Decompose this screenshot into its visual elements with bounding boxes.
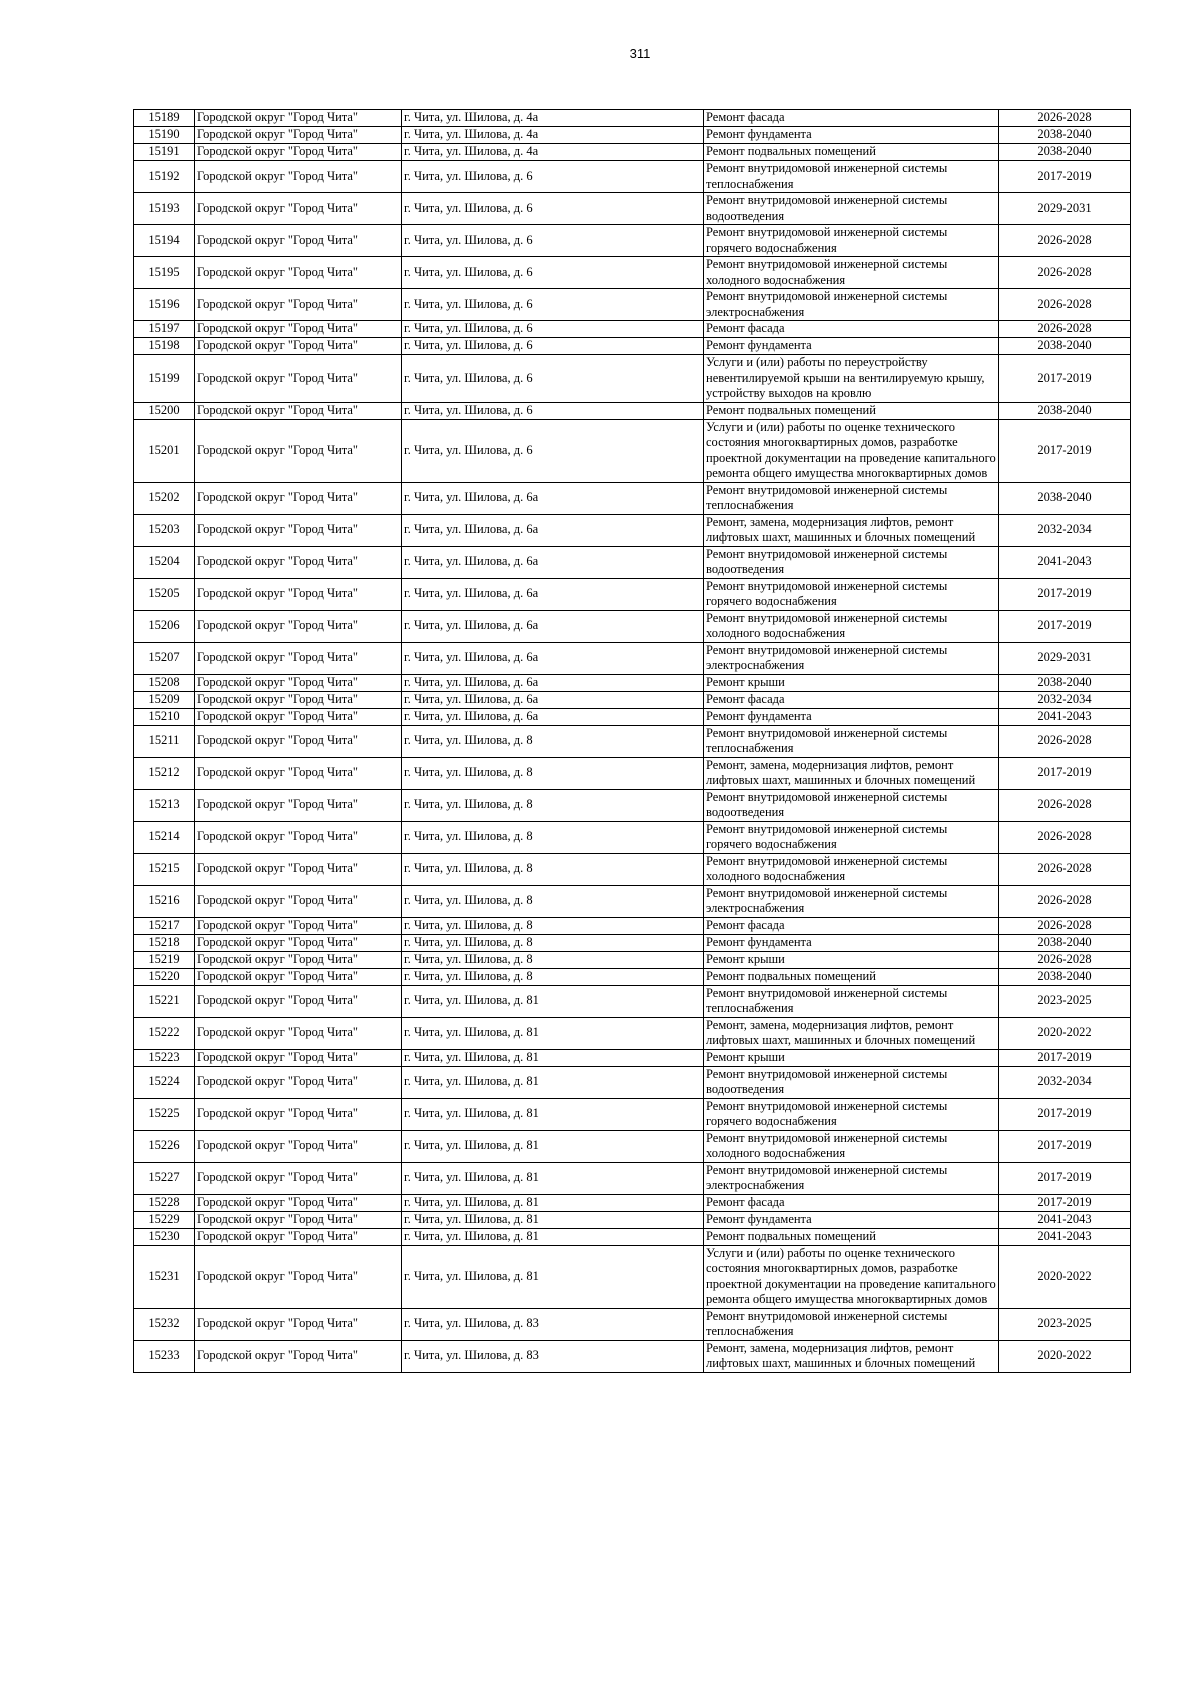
table-row bbox=[134, 610, 1131, 642]
work-type-cell: Ремонт внутридомовой инженерной системы теплоснабжения bbox=[704, 985, 999, 1017]
table-row bbox=[134, 691, 1131, 708]
work-type-cell: Ремонт, замена, модернизация лифтов, ремонт лифтовых шахт, машинных и блочных помещений bbox=[704, 1340, 999, 1372]
period-cell: 2038-2040 bbox=[999, 934, 1131, 951]
row-number-cell: 15226 bbox=[134, 1130, 195, 1162]
municipality-cell: Городской округ "Город Чита" bbox=[195, 1098, 402, 1130]
period-cell: 2041-2043 bbox=[999, 1211, 1131, 1228]
work-type-cell: Ремонт внутридомовой инженерной системы теплоснабжения bbox=[704, 1308, 999, 1340]
period-cell: 2026-2028 bbox=[999, 885, 1131, 917]
period-cell: 2017-2019 bbox=[999, 1049, 1131, 1066]
period-cell: 2026-2028 bbox=[999, 321, 1131, 338]
address-cell: г. Чита, ул. Шилова, д. 8 bbox=[402, 789, 704, 821]
municipality-cell: Городской округ "Город Чита" bbox=[195, 853, 402, 885]
address-cell: г. Чита, ул. Шилова, д. 81 bbox=[402, 985, 704, 1017]
address-cell: г. Чита, ул. Шилова, д. 6а bbox=[402, 642, 704, 674]
row-number-cell: 15219 bbox=[134, 951, 195, 968]
row-number-cell: 15218 bbox=[134, 934, 195, 951]
period-cell: 2026-2028 bbox=[999, 110, 1131, 127]
address-cell: г. Чита, ул. Шилова, д. 4а bbox=[402, 144, 704, 161]
table-row bbox=[134, 546, 1131, 578]
row-number-cell: 15193 bbox=[134, 193, 195, 225]
work-type-cell: Ремонт внутридомовой инженерной системы электроснабжения bbox=[704, 642, 999, 674]
work-type-cell: Ремонт внутридомовой инженерной системы горячего водоснабжения bbox=[704, 578, 999, 610]
row-number-cell: 15209 bbox=[134, 691, 195, 708]
work-type-cell: Ремонт внутридомовой инженерной системы электроснабжения bbox=[704, 885, 999, 917]
table-row bbox=[134, 1194, 1131, 1211]
address-cell: г. Чита, ул. Шилова, д. 81 bbox=[402, 1228, 704, 1245]
work-type-cell: Ремонт фасада bbox=[704, 321, 999, 338]
table-row bbox=[134, 482, 1131, 514]
row-number-cell: 15215 bbox=[134, 853, 195, 885]
municipality-cell: Городской округ "Город Чита" bbox=[195, 338, 402, 355]
address-cell: г. Чита, ул. Шилова, д. 81 bbox=[402, 1017, 704, 1049]
work-type-cell: Ремонт внутридомовой инженерной системы теплоснабжения bbox=[704, 725, 999, 757]
address-cell: г. Чита, ул. Шилова, д. 8 bbox=[402, 885, 704, 917]
work-type-cell: Ремонт внутридомовой инженерной системы электроснабжения bbox=[704, 289, 999, 321]
period-cell: 2026-2028 bbox=[999, 821, 1131, 853]
period-cell: 2041-2043 bbox=[999, 1228, 1131, 1245]
row-number-cell: 15206 bbox=[134, 610, 195, 642]
row-number-cell: 15210 bbox=[134, 708, 195, 725]
address-cell: г. Чита, ул. Шилова, д. 6 bbox=[402, 161, 704, 193]
address-cell: г. Чита, ул. Шилова, д. 4а bbox=[402, 127, 704, 144]
row-number-cell: 15203 bbox=[134, 514, 195, 546]
period-cell: 2032-2034 bbox=[999, 514, 1131, 546]
municipality-cell: Городской округ "Город Чита" bbox=[195, 885, 402, 917]
work-type-cell: Услуги и (или) работы по оценке технического состояния многоквартирных домов, разработке проектной документации на проведение капитального ремонта общего имущества многоквартирных домов bbox=[704, 1245, 999, 1308]
period-cell: 2038-2040 bbox=[999, 127, 1131, 144]
municipality-cell: Городской округ "Город Чита" bbox=[195, 127, 402, 144]
address-cell: г. Чита, ул. Шилова, д. 6 bbox=[402, 355, 704, 403]
address-cell: г. Чита, ул. Шилова, д. 6 bbox=[402, 289, 704, 321]
capital-repair-table bbox=[133, 109, 1131, 1373]
table-row bbox=[134, 642, 1131, 674]
municipality-cell: Городской округ "Город Чита" bbox=[195, 951, 402, 968]
period-cell: 2017-2019 bbox=[999, 355, 1131, 403]
period-cell: 2017-2019 bbox=[999, 578, 1131, 610]
address-cell: г. Чита, ул. Шилова, д. 81 bbox=[402, 1245, 704, 1308]
period-cell: 2020-2022 bbox=[999, 1245, 1131, 1308]
work-type-cell: Ремонт внутридомовой инженерной системы горячего водоснабжения bbox=[704, 821, 999, 853]
period-cell: 2026-2028 bbox=[999, 917, 1131, 934]
work-type-cell: Ремонт внутридомовой инженерной системы водоотведения bbox=[704, 193, 999, 225]
table-row bbox=[134, 1162, 1131, 1194]
period-cell: 2026-2028 bbox=[999, 789, 1131, 821]
work-type-cell: Ремонт фасада bbox=[704, 917, 999, 934]
work-type-cell: Ремонт фасада bbox=[704, 691, 999, 708]
municipality-cell: Городской округ "Город Чита" bbox=[195, 1245, 402, 1308]
address-cell: г. Чита, ул. Шилова, д. 81 bbox=[402, 1130, 704, 1162]
work-type-cell: Ремонт внутридомовой инженерной системы теплоснабжения bbox=[704, 482, 999, 514]
municipality-cell: Городской округ "Город Чита" bbox=[195, 610, 402, 642]
table-row bbox=[134, 1211, 1131, 1228]
municipality-cell: Городской округ "Город Чита" bbox=[195, 225, 402, 257]
table-row bbox=[134, 225, 1131, 257]
row-number-cell: 15223 bbox=[134, 1049, 195, 1066]
address-cell: г. Чита, ул. Шилова, д. 6 bbox=[402, 257, 704, 289]
municipality-cell: Городской округ "Город Чита" bbox=[195, 546, 402, 578]
row-number-cell: 15224 bbox=[134, 1066, 195, 1098]
address-cell: г. Чита, ул. Шилова, д. 8 bbox=[402, 853, 704, 885]
period-cell: 2038-2040 bbox=[999, 674, 1131, 691]
row-number-cell: 15200 bbox=[134, 402, 195, 419]
address-cell: г. Чита, ул. Шилова, д. 6а bbox=[402, 674, 704, 691]
period-cell: 2017-2019 bbox=[999, 1130, 1131, 1162]
page-number: 311 bbox=[629, 46, 651, 61]
row-number-cell: 15222 bbox=[134, 1017, 195, 1049]
municipality-cell: Городской округ "Город Чита" bbox=[195, 1308, 402, 1340]
address-cell: г. Чита, ул. Шилова, д. 6 bbox=[402, 419, 704, 482]
row-number-cell: 15221 bbox=[134, 985, 195, 1017]
table-row bbox=[134, 402, 1131, 419]
work-type-cell: Услуги и (или) работы по оценке технического состояния многоквартирных домов, разработке проектной документации на проведение капитального ремонта общего имущества многоквартирных домов bbox=[704, 419, 999, 482]
address-cell: г. Чита, ул. Шилова, д. 6а bbox=[402, 708, 704, 725]
work-type-cell: Ремонт крыши bbox=[704, 951, 999, 968]
period-cell: 2017-2019 bbox=[999, 610, 1131, 642]
work-type-cell: Ремонт фундамента bbox=[704, 127, 999, 144]
address-cell: г. Чита, ул. Шилова, д. 6 bbox=[402, 338, 704, 355]
row-number-cell: 15214 bbox=[134, 821, 195, 853]
work-type-cell: Ремонт подвальных помещений bbox=[704, 402, 999, 419]
municipality-cell: Городской округ "Город Чита" bbox=[195, 1017, 402, 1049]
municipality-cell: Городской округ "Город Чита" bbox=[195, 144, 402, 161]
address-cell: г. Чита, ул. Шилова, д. 6а bbox=[402, 610, 704, 642]
row-number-cell: 15190 bbox=[134, 127, 195, 144]
address-cell: г. Чита, ул. Шилова, д. 4а bbox=[402, 110, 704, 127]
address-cell: г. Чита, ул. Шилова, д. 81 bbox=[402, 1098, 704, 1130]
municipality-cell: Городской округ "Город Чита" bbox=[195, 402, 402, 419]
municipality-cell: Городской округ "Город Чита" bbox=[195, 1340, 402, 1372]
address-cell: г. Чита, ул. Шилова, д. 8 bbox=[402, 968, 704, 985]
period-cell: 2029-2031 bbox=[999, 193, 1131, 225]
address-cell: г. Чита, ул. Шилова, д. 6а bbox=[402, 546, 704, 578]
table-body bbox=[134, 110, 1131, 1373]
municipality-cell: Городской округ "Город Чита" bbox=[195, 419, 402, 482]
table-row bbox=[134, 1049, 1131, 1066]
address-cell: г. Чита, ул. Шилова, д. 8 bbox=[402, 951, 704, 968]
municipality-cell: Городской округ "Город Чита" bbox=[195, 1194, 402, 1211]
table-row bbox=[134, 853, 1131, 885]
period-cell: 2041-2043 bbox=[999, 708, 1131, 725]
municipality-cell: Городской округ "Город Чита" bbox=[195, 757, 402, 789]
municipality-cell: Городской округ "Город Чита" bbox=[195, 789, 402, 821]
work-type-cell: Ремонт внутридомовой инженерной системы холодного водоснабжения bbox=[704, 853, 999, 885]
address-cell: г. Чита, ул. Шилова, д. 8 bbox=[402, 917, 704, 934]
row-number-cell: 15205 bbox=[134, 578, 195, 610]
municipality-cell: Городской округ "Город Чита" bbox=[195, 708, 402, 725]
period-cell: 2038-2040 bbox=[999, 144, 1131, 161]
row-number-cell: 15230 bbox=[134, 1228, 195, 1245]
row-number-cell: 15199 bbox=[134, 355, 195, 403]
work-type-cell: Ремонт крыши bbox=[704, 1049, 999, 1066]
row-number-cell: 15208 bbox=[134, 674, 195, 691]
period-cell: 2026-2028 bbox=[999, 225, 1131, 257]
municipality-cell: Городской округ "Город Чита" bbox=[195, 934, 402, 951]
period-cell: 2023-2025 bbox=[999, 985, 1131, 1017]
table-row bbox=[134, 127, 1131, 144]
table-row bbox=[134, 355, 1131, 403]
row-number-cell: 15217 bbox=[134, 917, 195, 934]
table-row bbox=[134, 674, 1131, 691]
table-row bbox=[134, 144, 1131, 161]
municipality-cell: Городской округ "Город Чита" bbox=[195, 514, 402, 546]
work-type-cell: Ремонт фасада bbox=[704, 1194, 999, 1211]
table-row bbox=[134, 708, 1131, 725]
municipality-cell: Городской округ "Город Чита" bbox=[195, 1066, 402, 1098]
table-row bbox=[134, 821, 1131, 853]
address-cell: г. Чита, ул. Шилова, д. 83 bbox=[402, 1340, 704, 1372]
row-number-cell: 15197 bbox=[134, 321, 195, 338]
table-row bbox=[134, 1066, 1131, 1098]
address-cell: г. Чита, ул. Шилова, д. 6а bbox=[402, 514, 704, 546]
address-cell: г. Чита, ул. Шилова, д. 8 bbox=[402, 725, 704, 757]
period-cell: 2038-2040 bbox=[999, 402, 1131, 419]
row-number-cell: 15204 bbox=[134, 546, 195, 578]
address-cell: г. Чита, ул. Шилова, д. 83 bbox=[402, 1308, 704, 1340]
table-row bbox=[134, 1245, 1131, 1308]
table-row bbox=[134, 257, 1131, 289]
row-number-cell: 15227 bbox=[134, 1162, 195, 1194]
row-number-cell: 15228 bbox=[134, 1194, 195, 1211]
table-row bbox=[134, 1308, 1131, 1340]
municipality-cell: Городской округ "Город Чита" bbox=[195, 642, 402, 674]
table-row bbox=[134, 934, 1131, 951]
municipality-cell: Городской округ "Город Чита" bbox=[195, 289, 402, 321]
address-cell: г. Чита, ул. Шилова, д. 8 bbox=[402, 934, 704, 951]
table-row bbox=[134, 514, 1131, 546]
municipality-cell: Городской округ "Город Чита" bbox=[195, 355, 402, 403]
row-number-cell: 15211 bbox=[134, 725, 195, 757]
row-number-cell: 15233 bbox=[134, 1340, 195, 1372]
period-cell: 2038-2040 bbox=[999, 968, 1131, 985]
municipality-cell: Городской округ "Город Чита" bbox=[195, 821, 402, 853]
work-type-cell: Ремонт внутридомовой инженерной системы теплоснабжения bbox=[704, 161, 999, 193]
period-cell: 2017-2019 bbox=[999, 1162, 1131, 1194]
address-cell: г. Чита, ул. Шилова, д. 81 bbox=[402, 1066, 704, 1098]
period-cell: 2020-2022 bbox=[999, 1340, 1131, 1372]
work-type-cell: Ремонт крыши bbox=[704, 674, 999, 691]
address-cell: г. Чита, ул. Шилова, д. 6 bbox=[402, 225, 704, 257]
period-cell: 2023-2025 bbox=[999, 1308, 1131, 1340]
table-row bbox=[134, 917, 1131, 934]
address-cell: г. Чита, ул. Шилова, д. 81 bbox=[402, 1049, 704, 1066]
row-number-cell: 15195 bbox=[134, 257, 195, 289]
address-cell: г. Чита, ул. Шилова, д. 81 bbox=[402, 1194, 704, 1211]
period-cell: 2026-2028 bbox=[999, 951, 1131, 968]
municipality-cell: Городской округ "Город Чита" bbox=[195, 1130, 402, 1162]
row-number-cell: 15196 bbox=[134, 289, 195, 321]
address-cell: г. Чита, ул. Шилова, д. 6 bbox=[402, 193, 704, 225]
table-row bbox=[134, 321, 1131, 338]
row-number-cell: 15207 bbox=[134, 642, 195, 674]
row-number-cell: 15229 bbox=[134, 1211, 195, 1228]
table-row bbox=[134, 1130, 1131, 1162]
table-row bbox=[134, 757, 1131, 789]
period-cell: 2032-2034 bbox=[999, 691, 1131, 708]
period-cell: 2026-2028 bbox=[999, 257, 1131, 289]
table-row bbox=[134, 885, 1131, 917]
address-cell: г. Чита, ул. Шилова, д. 81 bbox=[402, 1162, 704, 1194]
row-number-cell: 15231 bbox=[134, 1245, 195, 1308]
row-number-cell: 15201 bbox=[134, 419, 195, 482]
address-cell: г. Чита, ул. Шилова, д. 8 bbox=[402, 821, 704, 853]
period-cell: 2020-2022 bbox=[999, 1017, 1131, 1049]
work-type-cell: Ремонт подвальных помещений bbox=[704, 144, 999, 161]
row-number-cell: 15220 bbox=[134, 968, 195, 985]
municipality-cell: Городской округ "Город Чита" bbox=[195, 1211, 402, 1228]
period-cell: 2026-2028 bbox=[999, 289, 1131, 321]
municipality-cell: Городской округ "Город Чита" bbox=[195, 725, 402, 757]
period-cell: 2026-2028 bbox=[999, 725, 1131, 757]
work-type-cell: Услуги и (или) работы по переустройству невентилируемой крыши на вентилируемую крышу, устройству выходов на кровлю bbox=[704, 355, 999, 403]
municipality-cell: Городской округ "Город Чита" bbox=[195, 985, 402, 1017]
work-type-cell: Ремонт подвальных помещений bbox=[704, 968, 999, 985]
municipality-cell: Городской округ "Город Чита" bbox=[195, 691, 402, 708]
row-number-cell: 15232 bbox=[134, 1308, 195, 1340]
row-number-cell: 15198 bbox=[134, 338, 195, 355]
row-number-cell: 15189 bbox=[134, 110, 195, 127]
municipality-cell: Городской округ "Город Чита" bbox=[195, 193, 402, 225]
table-row bbox=[134, 419, 1131, 482]
municipality-cell: Городской округ "Город Чита" bbox=[195, 1228, 402, 1245]
work-type-cell: Ремонт внутридомовой инженерной системы горячего водоснабжения bbox=[704, 225, 999, 257]
work-type-cell: Ремонт, замена, модернизация лифтов, ремонт лифтовых шахт, машинных и блочных помещений bbox=[704, 514, 999, 546]
address-cell: г. Чита, ул. Шилова, д. 6 bbox=[402, 321, 704, 338]
address-cell: г. Чита, ул. Шилова, д. 6а bbox=[402, 482, 704, 514]
work-type-cell: Ремонт внутридомовой инженерной системы водоотведения bbox=[704, 1066, 999, 1098]
table-row bbox=[134, 578, 1131, 610]
row-number-cell: 15194 bbox=[134, 225, 195, 257]
table-row bbox=[134, 193, 1131, 225]
row-number-cell: 15191 bbox=[134, 144, 195, 161]
table-row bbox=[134, 985, 1131, 1017]
work-type-cell: Ремонт внутридомовой инженерной системы электроснабжения bbox=[704, 1162, 999, 1194]
period-cell: 2038-2040 bbox=[999, 482, 1131, 514]
work-type-cell: Ремонт фасада bbox=[704, 110, 999, 127]
table-row bbox=[134, 1228, 1131, 1245]
table-row bbox=[134, 1017, 1131, 1049]
row-number-cell: 15216 bbox=[134, 885, 195, 917]
municipality-cell: Городской округ "Город Чита" bbox=[195, 578, 402, 610]
row-number-cell: 15202 bbox=[134, 482, 195, 514]
work-type-cell: Ремонт внутридомовой инженерной системы водоотведения bbox=[704, 789, 999, 821]
municipality-cell: Городской округ "Город Чита" bbox=[195, 161, 402, 193]
period-cell: 2017-2019 bbox=[999, 1194, 1131, 1211]
work-type-cell: Ремонт, замена, модернизация лифтов, ремонт лифтовых шахт, машинных и блочных помещений bbox=[704, 757, 999, 789]
work-type-cell: Ремонт внутридомовой инженерной системы водоотведения bbox=[704, 546, 999, 578]
period-cell: 2017-2019 bbox=[999, 419, 1131, 482]
table-row bbox=[134, 338, 1131, 355]
table-row bbox=[134, 161, 1131, 193]
row-number-cell: 15213 bbox=[134, 789, 195, 821]
municipality-cell: Городской округ "Город Чита" bbox=[195, 968, 402, 985]
address-cell: г. Чита, ул. Шилова, д. 6а bbox=[402, 691, 704, 708]
address-cell: г. Чита, ул. Шилова, д. 81 bbox=[402, 1211, 704, 1228]
period-cell: 2041-2043 bbox=[999, 546, 1131, 578]
row-number-cell: 15225 bbox=[134, 1098, 195, 1130]
period-cell: 2026-2028 bbox=[999, 853, 1131, 885]
table-row bbox=[134, 789, 1131, 821]
address-cell: г. Чита, ул. Шилова, д. 6а bbox=[402, 578, 704, 610]
table-row bbox=[134, 1098, 1131, 1130]
work-type-cell: Ремонт фундамента bbox=[704, 708, 999, 725]
municipality-cell: Городской округ "Город Чита" bbox=[195, 674, 402, 691]
work-type-cell: Ремонт внутридомовой инженерной системы холодного водоснабжения bbox=[704, 1130, 999, 1162]
address-cell: г. Чита, ул. Шилова, д. 8 bbox=[402, 757, 704, 789]
municipality-cell: Городской округ "Город Чита" bbox=[195, 1162, 402, 1194]
row-number-cell: 15212 bbox=[134, 757, 195, 789]
table-row bbox=[134, 968, 1131, 985]
municipality-cell: Городской округ "Город Чита" bbox=[195, 321, 402, 338]
work-type-cell: Ремонт подвальных помещений bbox=[704, 1228, 999, 1245]
table-row bbox=[134, 725, 1131, 757]
address-cell: г. Чита, ул. Шилова, д. 6 bbox=[402, 402, 704, 419]
table-row bbox=[134, 289, 1131, 321]
municipality-cell: Городской округ "Город Чита" bbox=[195, 917, 402, 934]
table-row bbox=[134, 110, 1131, 127]
period-cell: 2038-2040 bbox=[999, 338, 1131, 355]
period-cell: 2029-2031 bbox=[999, 642, 1131, 674]
table-row bbox=[134, 1340, 1131, 1372]
municipality-cell: Городской округ "Город Чита" bbox=[195, 482, 402, 514]
municipality-cell: Городской округ "Город Чита" bbox=[195, 1049, 402, 1066]
row-number-cell: 15192 bbox=[134, 161, 195, 193]
work-type-cell: Ремонт внутридомовой инженерной системы холодного водоснабжения bbox=[704, 257, 999, 289]
period-cell: 2017-2019 bbox=[999, 757, 1131, 789]
work-type-cell: Ремонт фундамента bbox=[704, 338, 999, 355]
period-cell: 2017-2019 bbox=[999, 161, 1131, 193]
table-row bbox=[134, 951, 1131, 968]
work-type-cell: Ремонт фундамента bbox=[704, 934, 999, 951]
municipality-cell: Городской округ "Город Чита" bbox=[195, 257, 402, 289]
work-type-cell: Ремонт фундамента bbox=[704, 1211, 999, 1228]
municipality-cell: Городской округ "Город Чита" bbox=[195, 110, 402, 127]
work-type-cell: Ремонт внутридомовой инженерной системы горячего водоснабжения bbox=[704, 1098, 999, 1130]
period-cell: 2032-2034 bbox=[999, 1066, 1131, 1098]
period-cell: 2017-2019 bbox=[999, 1098, 1131, 1130]
work-type-cell: Ремонт, замена, модернизация лифтов, ремонт лифтовых шахт, машинных и блочных помещений bbox=[704, 1017, 999, 1049]
work-type-cell: Ремонт внутридомовой инженерной системы холодного водоснабжения bbox=[704, 610, 999, 642]
